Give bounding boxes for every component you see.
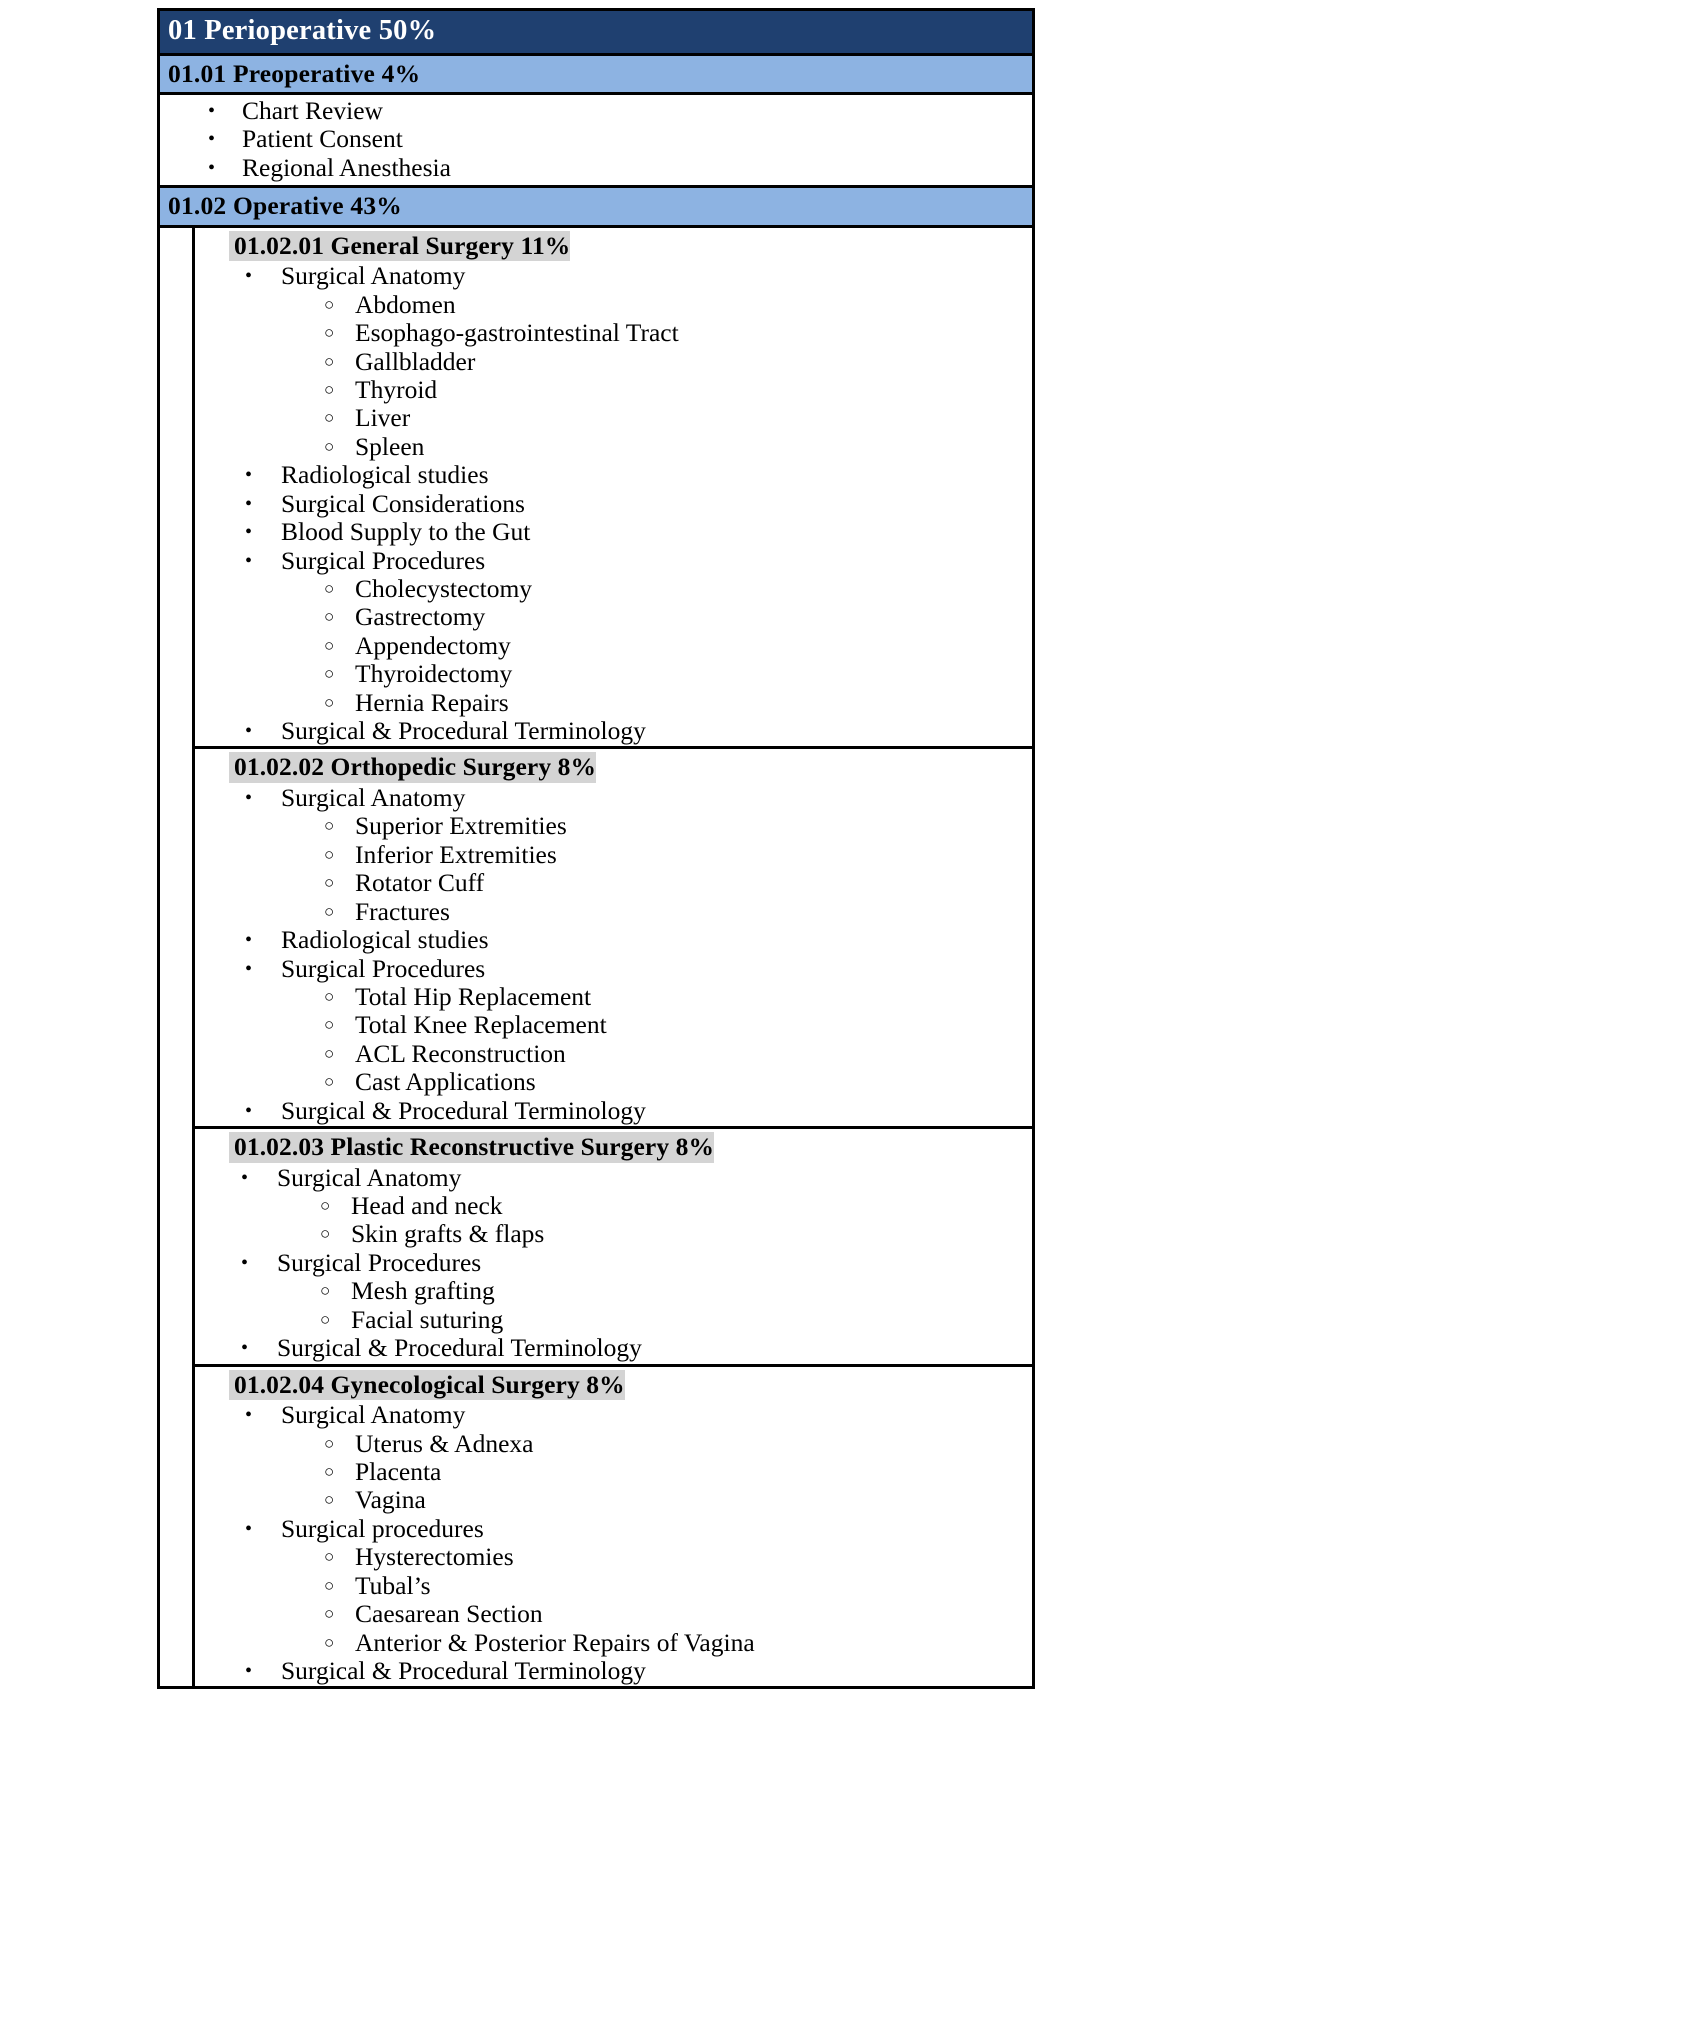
outline-subitem-label: Tubal’s (355, 1570, 431, 1600)
preoperative-list-item (160, 125, 1032, 153)
outline-item-level2 (195, 1277, 1032, 1305)
outline-item-level2 (195, 1040, 1032, 1068)
outline-group-item (195, 262, 1032, 290)
outline-item-label: Surgical Anatomy (281, 1400, 466, 1430)
outline-item-label: Surgical & Procedural Terminology (281, 716, 646, 746)
outline-item-label: Surgical & Procedural Terminology (281, 1655, 646, 1685)
preoperative-content (160, 95, 1032, 185)
bullet-hollow-icon: ○ (324, 1575, 335, 1595)
outline-item-label: Surgical procedures (281, 1513, 484, 1543)
bullet-hollow-icon: ○ (324, 901, 335, 921)
bullet-filled-icon: • (208, 100, 216, 122)
subsection-header-01.02.02: 01.02.02 Orthopedic Surgery 8% (229, 752, 596, 783)
outline-group-item (195, 1401, 1032, 1429)
outline-subitem-label: Total Hip Replacement (355, 981, 592, 1011)
outline-sublist (195, 812, 1032, 926)
bullet-filled-icon: • (245, 957, 253, 980)
outline-item-label: Radiological studies (281, 925, 489, 955)
outline-item-level2 (195, 1430, 1032, 1458)
bullet-hollow-icon: ○ (324, 635, 335, 655)
subsection-header-01.02.03: 01.02.03 Plastic Reconstructive Surgery 8% (229, 1132, 714, 1163)
outline-group-item (195, 1334, 1032, 1362)
outline-item-level2 (195, 1600, 1032, 1628)
outline-item-level2 (195, 1543, 1032, 1571)
outline-subitem-label: Uterus & Adnexa (355, 1428, 534, 1458)
operative-subsection (195, 749, 1032, 1129)
bullet-hollow-icon: ○ (320, 1281, 331, 1301)
outline-group-item (195, 955, 1032, 983)
bullet-hollow-icon: ○ (324, 1547, 335, 1567)
outline-item-label: Patient Consent (242, 124, 403, 154)
outline-item-level2 (195, 348, 1032, 376)
bullet-filled-icon: • (241, 1166, 249, 1189)
outline-subitem-label: Thyroidectomy (355, 659, 513, 689)
outline-sublist (195, 1277, 1032, 1334)
bullet-hollow-icon: ○ (324, 578, 335, 598)
bullet-hollow-icon: ○ (324, 873, 335, 893)
outline-item-level2 (195, 291, 1032, 319)
outline-item-label: Surgical Anatomy (277, 1162, 462, 1192)
outline-item-level2 (195, 841, 1032, 869)
outline-sublist-wrapper (195, 291, 1032, 462)
outline-sublist (195, 1543, 1032, 1657)
outline-item-level2 (195, 1068, 1032, 1096)
outline-item-level2 (195, 433, 1032, 461)
outline-group-item (195, 518, 1032, 546)
outline-sublist-wrapper (195, 1430, 1032, 1515)
subsection-header-01.02.04: 01.02.04 Gynecological Surgery 8% (229, 1370, 625, 1401)
outline-subitem-label: Liver (355, 403, 411, 433)
outline-group-item (195, 1249, 1032, 1277)
bullet-hollow-icon: ○ (324, 323, 335, 343)
bullet-hollow-icon: ○ (324, 380, 335, 399)
outline-item-level2 (195, 603, 1032, 631)
outline-sublist-wrapper (195, 812, 1032, 926)
bullet-filled-icon: • (208, 156, 216, 179)
outline-subitem-label: Inferior Extremities (355, 839, 557, 869)
outline-subitem-label: Cholecystectomy (355, 573, 533, 603)
outline-sublist (195, 983, 1032, 1097)
outline-item-label: Surgical Procedures (281, 545, 486, 575)
outline-item-level2 (195, 660, 1032, 688)
preoperative-item-list (160, 97, 1032, 182)
operative-subsection (195, 1129, 1032, 1367)
outline-subitem-label: ACL Reconstruction (355, 1038, 566, 1068)
outline-sublist (195, 575, 1032, 717)
outline-item-level2 (195, 1572, 1032, 1600)
bullet-filled-icon: • (245, 929, 253, 952)
bullet-filled-icon: • (245, 521, 253, 544)
subsection-header-row (195, 751, 1032, 783)
subsection-header-row (195, 1369, 1032, 1401)
outline-item-level2 (195, 575, 1032, 603)
subsection-group-list (195, 784, 1032, 1125)
subsection-header-row (195, 230, 1032, 262)
outline-group-item (195, 461, 1032, 489)
outline-item-label: Surgical Anatomy (281, 261, 466, 291)
outline-subitem-label: Cast Applications (355, 1067, 536, 1097)
outline-subitem-label: Skin grafts & flaps (351, 1219, 545, 1249)
outline-subitem-label: Anterior & Posterior Repairs of Vagina (355, 1627, 755, 1657)
bullet-hollow-icon: ○ (324, 664, 335, 684)
outline-sublist (195, 1430, 1032, 1515)
curriculum-outline-table (157, 8, 1035, 1689)
outline-group-item (195, 1164, 1032, 1192)
subsection-header-01.02.01: 01.02.01 General Surgery 11% (229, 231, 570, 262)
outline-item-label: Surgical Anatomy (281, 783, 466, 813)
bullet-hollow-icon: ○ (324, 1015, 335, 1035)
bullet-filled-icon: • (245, 1517, 253, 1540)
outline-group-item (195, 547, 1032, 575)
bullet-filled-icon: • (245, 1659, 253, 1682)
bullet-filled-icon: • (245, 720, 253, 743)
outline-group-item (195, 1657, 1032, 1685)
outline-item-level2 (195, 404, 1032, 432)
outline-item-label: Chart Review (242, 96, 383, 125)
outline-sublist-wrapper (195, 983, 1032, 1097)
outline-subitem-label: Fractures (355, 896, 450, 926)
outline-subitem-label: Spleen (355, 431, 425, 461)
bullet-filled-icon: • (245, 1404, 253, 1427)
outline-item-level2 (195, 632, 1032, 660)
bullet-hollow-icon: ○ (324, 1490, 335, 1510)
outline-subitem-label: Esophago-gastrointestinal Tract (355, 318, 679, 348)
outline-item-label: Surgical Procedures (281, 953, 486, 983)
outline-subitem-label: Facial suturing (351, 1304, 504, 1334)
outline-item-label: Surgical & Procedural Terminology (277, 1333, 642, 1363)
bullet-filled-icon: • (245, 1099, 253, 1122)
bullet-hollow-icon: ○ (324, 607, 335, 627)
outline-sublist (195, 291, 1032, 462)
operative-subsection-table (192, 228, 1032, 1687)
outline-item-level2 (195, 812, 1032, 840)
bullet-hollow-icon: ○ (324, 436, 335, 456)
section-header-perioperative: 01 Perioperative 50% (160, 11, 1032, 56)
bullet-hollow-icon: ○ (324, 692, 335, 712)
bullet-hollow-icon: ○ (324, 1632, 335, 1652)
outline-item-label: Radiological studies (281, 460, 489, 490)
outline-group-item (195, 784, 1032, 812)
bullet-filled-icon: • (245, 464, 253, 487)
bullet-hollow-icon: ○ (320, 1224, 331, 1244)
outline-group-item (195, 926, 1032, 954)
outline-group-item (195, 1515, 1032, 1543)
preoperative-list-item (160, 154, 1032, 182)
outline-sublist-wrapper (195, 575, 1032, 717)
bullet-hollow-icon: ○ (324, 351, 335, 371)
section-header-operative: 01.02 Operative 43% (160, 185, 1032, 228)
bullet-hollow-icon: ○ (324, 1433, 335, 1453)
outline-group-item (195, 1097, 1032, 1125)
bullet-hollow-icon: ○ (324, 1043, 335, 1063)
outline-subitem-label: Superior Extremities (355, 811, 567, 841)
outline-group-item (195, 490, 1032, 518)
bullet-hollow-icon: ○ (324, 1604, 335, 1624)
bullet-filled-icon: • (208, 128, 216, 151)
outline-subitem-label: Placenta (355, 1456, 442, 1486)
outline-item-level2 (195, 1306, 1032, 1334)
outline-item-label: Surgical Procedures (277, 1247, 482, 1277)
bullet-filled-icon: • (241, 1251, 249, 1274)
subsection-group-list (195, 262, 1032, 745)
outline-sublist (195, 1192, 1032, 1249)
bullet-filled-icon: • (245, 492, 253, 515)
subsection-group-list (195, 1401, 1032, 1685)
subsection-header-row (195, 1131, 1032, 1163)
bullet-hollow-icon: ○ (324, 986, 335, 1006)
outline-item-level2 (195, 376, 1032, 404)
operative-content (160, 228, 1032, 1687)
outline-subitem-label: Gallbladder (355, 346, 476, 376)
operative-subsection (195, 1367, 1032, 1687)
outline-subitem-label: Total Knee Replacement (355, 1010, 607, 1040)
bullet-hollow-icon: ○ (324, 294, 335, 314)
subsection-group-list (195, 1164, 1032, 1363)
bullet-filled-icon: • (245, 265, 253, 288)
outline-item-level2 (195, 983, 1032, 1011)
bullet-hollow-icon: ○ (324, 1072, 335, 1092)
outline-item-label: Surgical & Procedural Terminology (281, 1095, 646, 1125)
outline-item-label: Regional Anesthesia (242, 152, 451, 182)
outline-item-level2 (195, 1629, 1032, 1657)
preoperative-list-item (160, 97, 1032, 125)
outline-item-level2 (195, 1220, 1032, 1248)
bullet-hollow-icon: ○ (324, 816, 335, 836)
operative-subsection (195, 228, 1032, 750)
outline-item-label: Surgical Considerations (281, 488, 525, 518)
outline-subitem-label: Hysterectomies (355, 1542, 514, 1572)
outline-item-level2 (195, 319, 1032, 347)
outline-item-level2 (195, 1011, 1032, 1039)
bullet-hollow-icon: ○ (324, 844, 335, 864)
outline-sublist-wrapper (195, 1277, 1032, 1334)
outline-item-level2 (195, 869, 1032, 897)
outline-item-level2 (195, 1458, 1032, 1486)
bullet-hollow-icon: ○ (324, 1461, 335, 1481)
outline-item-level2 (195, 689, 1032, 717)
bullet-hollow-icon: ○ (324, 408, 335, 428)
outline-subitem-label: Rotator Cuff (355, 868, 485, 898)
outline-subitem-label: Mesh grafting (351, 1276, 495, 1306)
section-header-preoperative: 01.01 Preoperative 4% (160, 56, 1032, 96)
bullet-filled-icon: • (245, 787, 253, 810)
outline-subitem-label: Head and neck (351, 1191, 503, 1221)
outline-subitem-label: Vagina (355, 1485, 426, 1515)
outline-subitem-label: Thyroid (355, 375, 438, 404)
bullet-hollow-icon: ○ (320, 1196, 331, 1216)
outline-group-item (195, 717, 1032, 745)
outline-subitem-label: Abdomen (355, 289, 456, 319)
outline-item-label: Blood Supply to the Gut (281, 517, 531, 547)
outline-subitem-label: Caesarean Section (355, 1599, 543, 1629)
bullet-filled-icon: • (245, 549, 253, 572)
outline-sublist-wrapper (195, 1192, 1032, 1249)
outline-sublist-wrapper (195, 1543, 1032, 1657)
bullet-filled-icon: • (241, 1337, 249, 1360)
outline-subitem-label: Appendectomy (355, 630, 511, 660)
outline-subitem-label: Hernia Repairs (355, 687, 509, 717)
outline-item-level2 (195, 898, 1032, 926)
outline-item-level2 (195, 1192, 1032, 1220)
outline-subitem-label: Gastrectomy (355, 602, 486, 632)
outline-item-level2 (195, 1486, 1032, 1514)
bullet-hollow-icon: ○ (320, 1309, 331, 1329)
